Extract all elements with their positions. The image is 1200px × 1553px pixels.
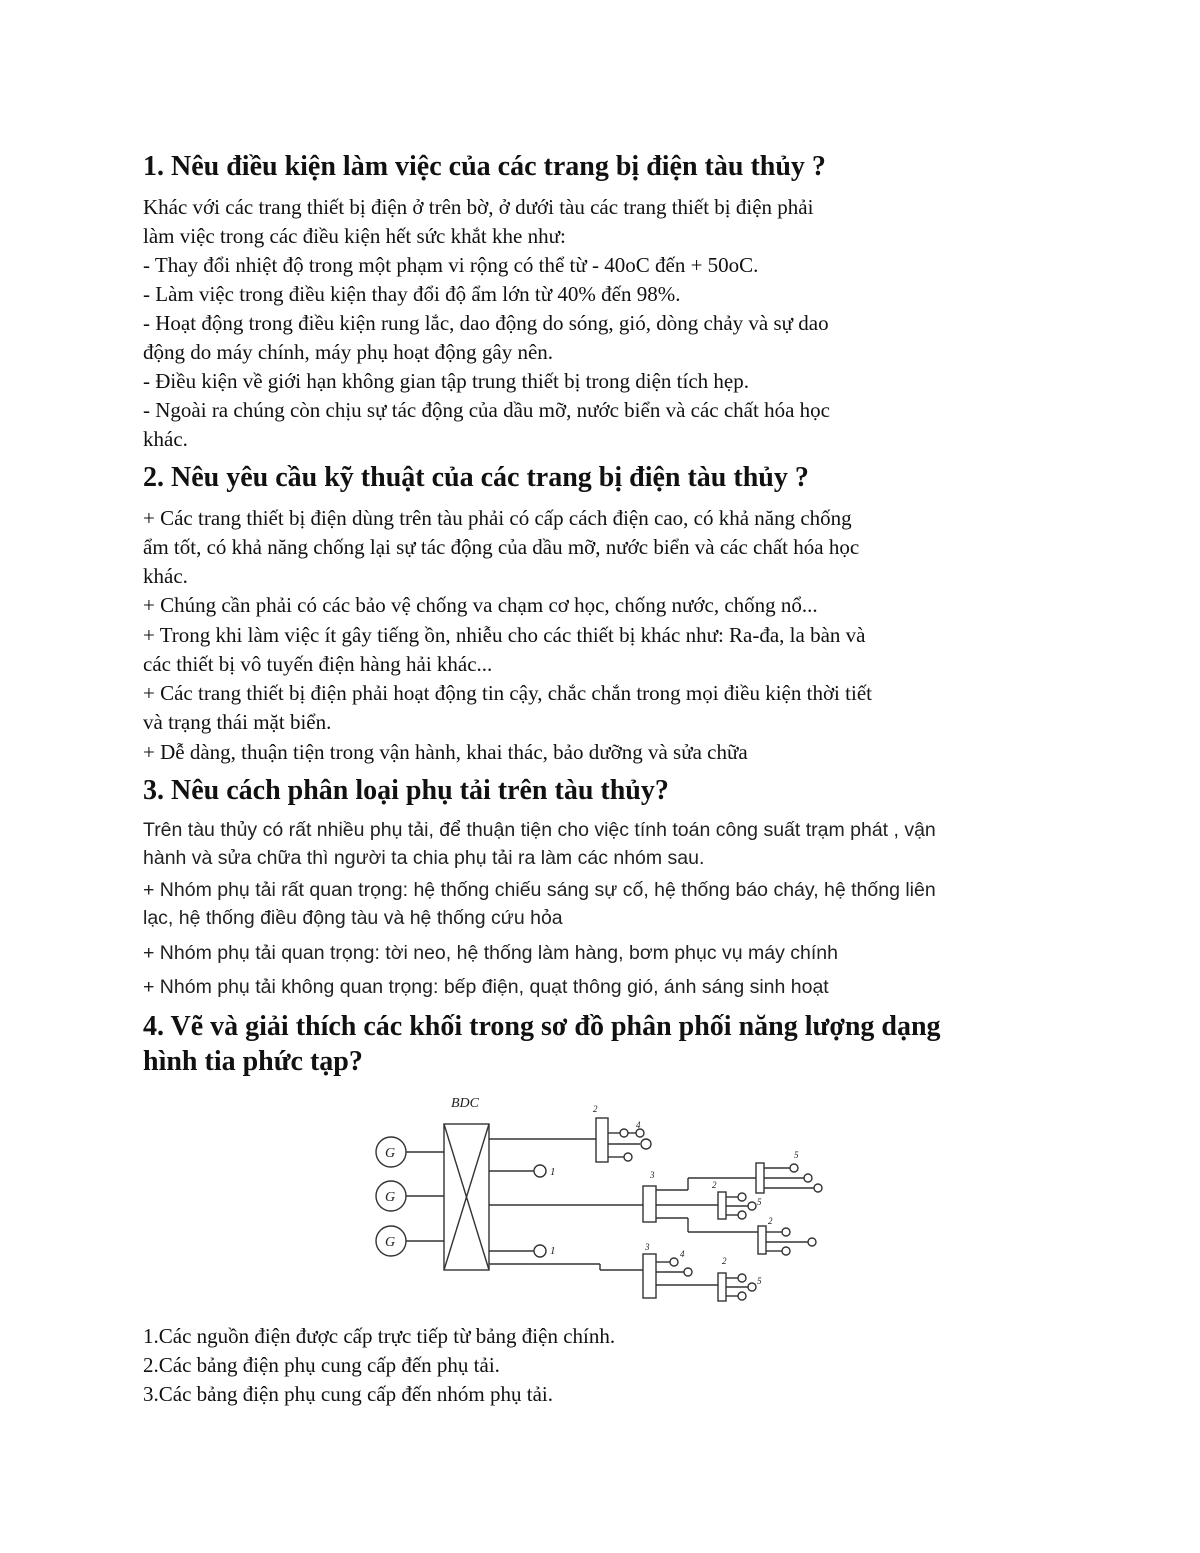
- section-2-line: + Trong khi làm việc ít gây tiếng ồn, nhiễu cho các thiết bị khác như: Ra-đa, la bàn và: [143, 623, 866, 647]
- label-5: 5: [757, 1197, 762, 1207]
- bdc-label: BDC: [451, 1096, 479, 1111]
- group-board-3-bottom: [643, 1254, 656, 1298]
- label-4: 4: [680, 1249, 685, 1259]
- load-1-lower: [534, 1245, 546, 1257]
- section-2-line: + Chúng cần phải có các bảo vệ chống va chạm cơ học, chống nước, chống nổ...: [143, 593, 818, 617]
- section-1-title: 1. Nêu điều kiện làm việc của các trang bị điện tàu thủy ?: [143, 151, 826, 182]
- label-2: 2: [593, 1104, 598, 1114]
- label-2: 2: [768, 1216, 773, 1226]
- label-2: 2: [722, 1256, 727, 1266]
- section-1-line: - Ngoài ra chúng còn chịu sự tác động của dầu mỡ, nước biển và các chất hóa học: [143, 398, 830, 422]
- section-1-line: làm việc trong các điều kiện hết sức khắt khe như:: [143, 224, 566, 248]
- sub-board-2-top: [596, 1118, 608, 1162]
- section-2-title: 2. Nêu yêu cầu kỹ thuật của các trang bị điện tàu thủy ?: [143, 462, 809, 493]
- label-1: 1: [550, 1245, 556, 1257]
- section-3-line: + Nhóm phụ tải quan trọng: tời neo, hệ thống làm hàng, bơm phục vụ máy chính: [143, 942, 838, 964]
- sub-board-2-mid: [718, 1192, 726, 1219]
- label-3: 3: [645, 1242, 650, 1252]
- section-2-line: + Dễ dàng, thuận tiện trong vận hành, khai thác, bảo dưỡng và sửa chữa: [143, 740, 748, 764]
- section-3-title: 3. Nêu cách phân loại phụ tải trên tàu thủy?: [143, 775, 669, 806]
- section-4-line: 1.Các nguồn điện được cấp trực tiếp từ bảng điện chính.: [143, 1324, 616, 1348]
- label-5: 5: [757, 1276, 762, 1286]
- section-4-title-cont: hình tia phức tạp?: [143, 1046, 363, 1077]
- section-2-line: + Các trang thiết bị điện dùng trên tàu phải có cấp cách điện cao, có khả năng chống: [143, 506, 852, 530]
- section-1-line: - Điều kiện về giới hạn không gian tập trung thiết bị trong diện tích hẹp.: [143, 369, 749, 393]
- section-1-line: khác.: [143, 427, 188, 451]
- section-1-line: - Hoạt động trong điều kiện rung lắc, dao động do sóng, gió, dòng chảy và sự dao: [143, 311, 829, 335]
- section-3-line: + Nhóm phụ tải rất quan trọng: hệ thống chiếu sáng sự cố, hệ thống báo cháy, hệ thống liên: [143, 879, 936, 901]
- section-4-line: 3.Các bảng điện phụ cung cấp đến nhóm phụ tải.: [143, 1382, 553, 1406]
- section-2-line: ẩm tốt, có khả năng chống lại sự tác động của dầu mỡ, nước biển và các chất hóa học: [143, 535, 860, 559]
- label-1: 1: [550, 1166, 556, 1178]
- sub-board-lower-right: [758, 1226, 766, 1254]
- generator-label: G: [385, 1235, 396, 1250]
- section-3-line: + Nhóm phụ tải không quan trọng: bếp điện, quạt thông gió, ánh sáng sinh hoạt: [143, 976, 829, 998]
- sub-board-upper-right: [756, 1163, 764, 1193]
- sub-board-2-bottom: [718, 1273, 726, 1301]
- section-3-line: lạc, hệ thống điều động tàu và hệ thống cứu hỏa: [143, 907, 563, 929]
- load-1-upper: [534, 1165, 546, 1177]
- section-1-line: động do máy chính, máy phụ hoạt động gây nên.: [143, 340, 554, 364]
- section-4-line: 2.Các bảng điện phụ cung cấp đến phụ tải.: [143, 1353, 500, 1377]
- section-4-title: 4. Vẽ và giải thích các khối trong sơ đồ phân phối năng lượng dạng: [143, 1011, 941, 1042]
- distribution-diagram: [371, 1090, 831, 1308]
- section-2-line: các thiết bị vô tuyến điện hàng hải khác...: [143, 652, 493, 676]
- section-2-line: khác.: [143, 564, 188, 588]
- group-board-3-mid: [643, 1186, 656, 1222]
- label-3: 3: [650, 1170, 655, 1180]
- section-3-line: hành và sửa chữa thì người ta chia phụ tải ra làm các nhóm sau.: [143, 847, 705, 869]
- section-1-line: - Làm việc trong điều kiện thay đổi độ ẩm lớn từ 40% đến 98%.: [143, 282, 681, 306]
- section-1-line: Khác với các trang thiết bị điện ở trên bờ, ở dưới tàu các trang thiết bị điện phải: [143, 195, 814, 219]
- label-4: 4: [636, 1120, 641, 1130]
- generator-label: G: [385, 1190, 396, 1205]
- generator-label: G: [385, 1146, 396, 1161]
- section-2-line: và trạng thái mặt biển.: [143, 710, 332, 734]
- section-2-line: + Các trang thiết bị điện phải hoạt động tin cậy, chắc chắn trong mọi điều kiện thời tiết: [143, 681, 872, 705]
- section-3-line: Trên tàu thủy có rất nhiều phụ tải, để thuận tiện cho việc tính toán công suất trạm phát , vận: [143, 819, 936, 841]
- label-2: 2: [712, 1180, 717, 1190]
- label-5: 5: [794, 1150, 799, 1160]
- section-1-line: - Thay đổi nhiệt độ trong một phạm vi rộng có thể từ - 40oC đến + 50oC.: [143, 253, 759, 277]
